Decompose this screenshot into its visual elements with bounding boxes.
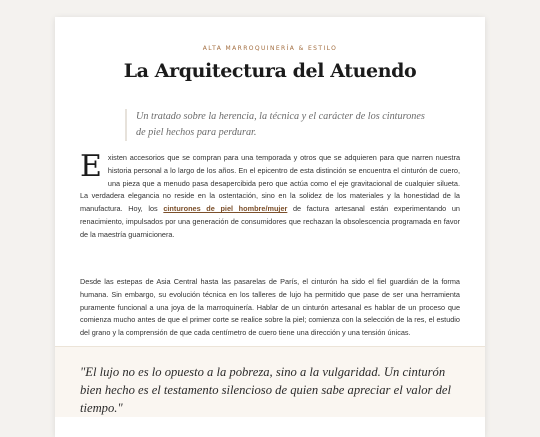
pull-quote-band — [55, 346, 485, 417]
paragraph-history: Desde las estepas de Asia Central hasta las pasarelas de París, el cinturón ha sido el fiel guardián de la forma humana. Sin embargo, su evolución técnica en los talleres de lujo ha permitido que pase de ser una herramienta puramente funcional a una joya de la marroquinería. Hablar de un cinturón artesanal es hablar de un proceso que comienza mucho antes de que el primer corte se realice sobre la piel; comienza con la selección de la res, el estudio del grano y la comprensión de que cada centímetro de cuero tiene una dirección y una tensión únicas. — [80, 277, 460, 338]
belts-link[interactable]: cinturones de piel hombre/mujer — [163, 204, 288, 214]
article-kicker: ALTA MARROQUINERÍA & ESTILO — [202, 45, 338, 52]
paragraph-intro — [80, 149, 460, 242]
drop-cap: E — [80, 149, 102, 184]
article-subtitle: Un tratado sobre la herencia, la técnica y el carácter de los cinturones de piel hechos para perdurar. — [125, 109, 436, 141]
article-title: La Arquitectura del Atuendo — [123, 60, 417, 82]
paragraph-intro-text-a: xisten accesorios que se compran para una temporada y otros que se adquieren para que narren nuestra historia personal a lo largo de los años. En el epicentro de esta distinción se encuentra el cinturón de cuero, una pieza que a menudo pasa desapercibida pero que actúa como el eje gravitacional de cualquier silueta. La verdadera elegancia no reside en la ostentación, sino en la solidez de los materiales y la honestidad de la manufactura. Hoy, los — [80, 153, 460, 214]
paragraph-intro-text-b: de factura artesanal están experimentando un renacimiento, impulsados por una generación de consumidores que rechazan la obsolescencia programada en favor de la maestría guarnicionera. — [80, 204, 460, 239]
pull-quote: "El lujo no es lo opuesto a la pobreza, sino a la vulgaridad. Un cinturón bien hecho es el testamento silencioso de quien sabe apreciar el valor del tiempo." — [80, 365, 451, 415]
